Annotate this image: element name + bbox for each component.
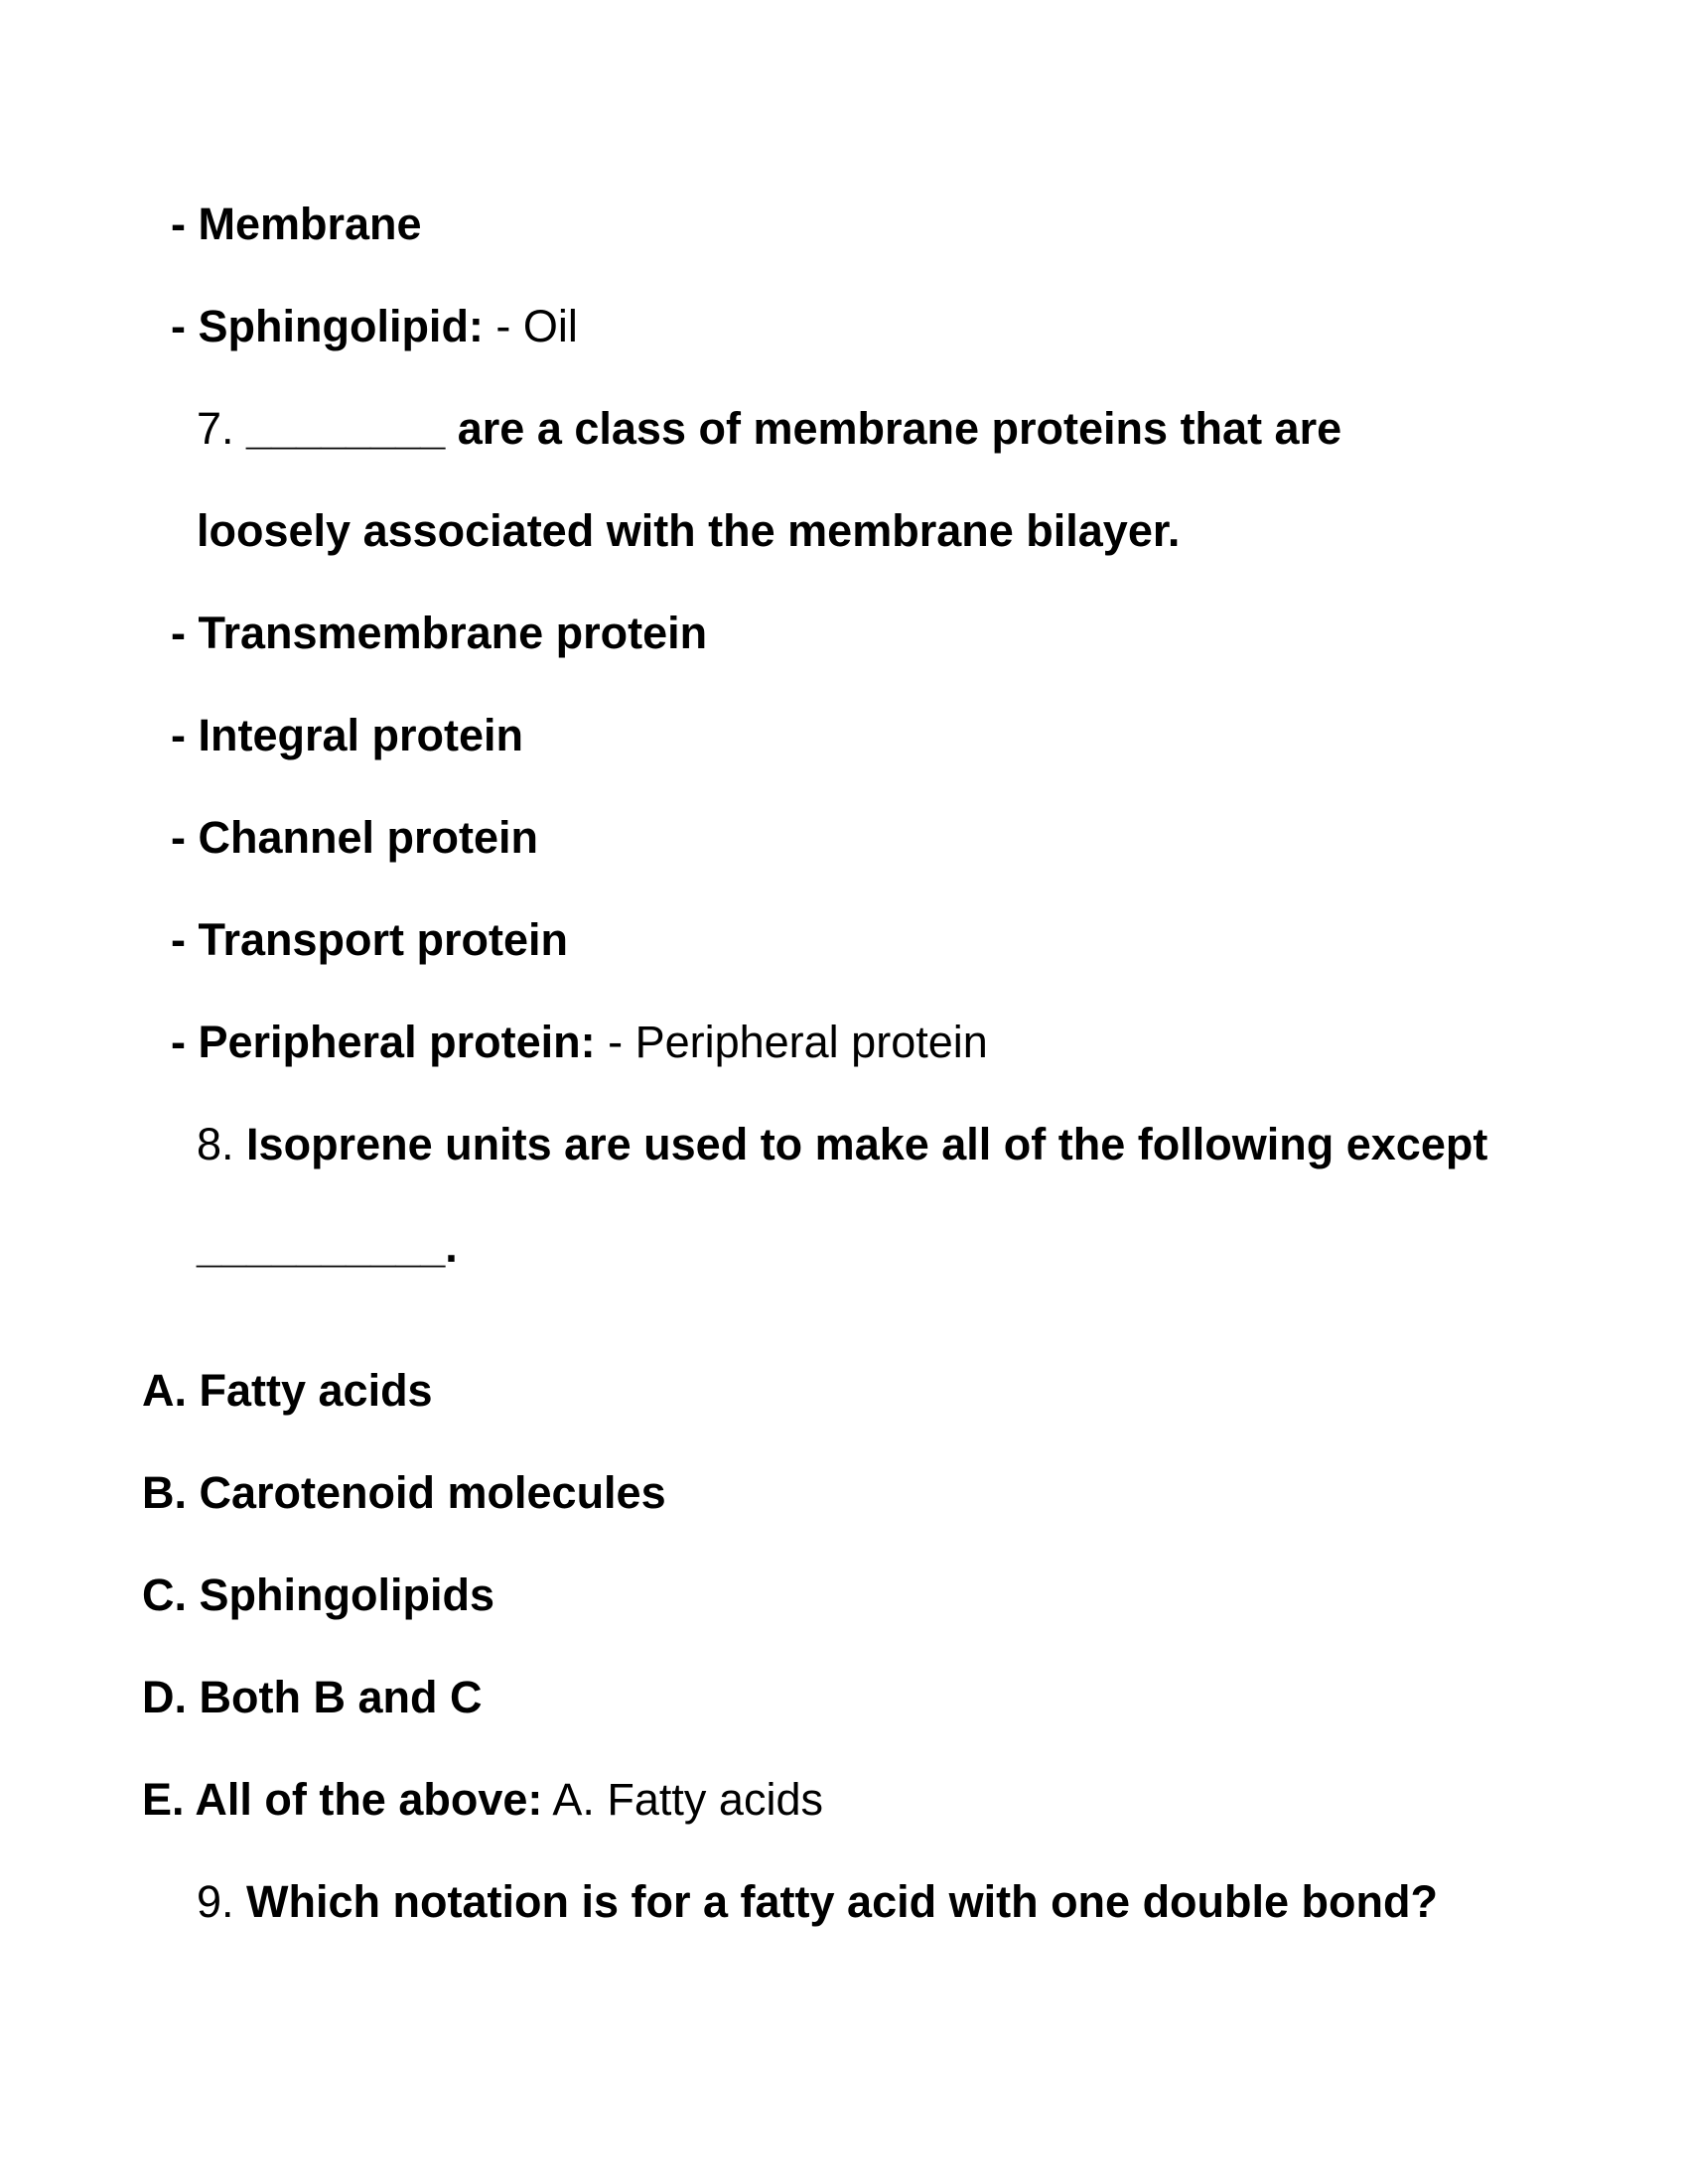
document-line: [0, 1748, 1688, 1850]
document-line: [0, 377, 1688, 479]
text-segment: ________ are a class of membrane proteins that are: [246, 403, 1342, 454]
text-segment: loosely associated with the membrane bilayer.: [197, 505, 1181, 556]
document-line: [0, 1093, 1688, 1195]
document-line: [0, 1646, 1688, 1748]
document-line: [0, 684, 1688, 786]
document-line: [0, 1339, 1688, 1441]
text-segment: B. Carotenoid molecules: [142, 1467, 666, 1518]
text-segment: 7.: [197, 403, 247, 454]
text-segment: A. Fatty acids: [542, 1774, 823, 1825]
document-line: [0, 173, 1688, 275]
document-line: [0, 582, 1688, 684]
text-segment: - Transmembrane protein: [171, 608, 708, 658]
text-segment: - Membrane: [171, 199, 422, 249]
text-segment: E. All of the above:: [142, 1774, 543, 1825]
document-line: [0, 888, 1688, 991]
text-segment: - Oil: [483, 301, 578, 351]
text-segment: - Peripheral protein:: [171, 1017, 596, 1067]
text-segment: 9.: [197, 1876, 247, 1927]
text-segment: - Integral protein: [171, 710, 524, 760]
document-line: [0, 991, 1688, 1093]
text-segment: C. Sphingolipids: [142, 1570, 494, 1620]
document-line: [0, 1850, 1688, 1953]
document-content: [0, 173, 1688, 1953]
text-segment: - Sphingolipid:: [171, 301, 484, 351]
text-segment: - Peripheral protein: [595, 1017, 988, 1067]
document-line: [0, 1195, 1688, 1297]
text-segment: - Channel protein: [171, 812, 538, 863]
text-segment: - Transport protein: [171, 914, 569, 965]
document-line: [0, 275, 1688, 377]
text-segment: D. Both B and C: [142, 1672, 483, 1722]
document-line: [0, 1441, 1688, 1544]
document-line: [0, 786, 1688, 888]
document-line: [0, 1544, 1688, 1646]
text-segment: Isoprene units are used to make all of the following except: [246, 1119, 1488, 1169]
text-segment: Which notation is for a fatty acid with one double bond?: [246, 1876, 1438, 1927]
text-segment: __________.: [197, 1221, 458, 1272]
document-line: [0, 479, 1688, 582]
text-segment: A. Fatty acids: [142, 1365, 433, 1416]
text-segment: 8.: [197, 1119, 247, 1169]
